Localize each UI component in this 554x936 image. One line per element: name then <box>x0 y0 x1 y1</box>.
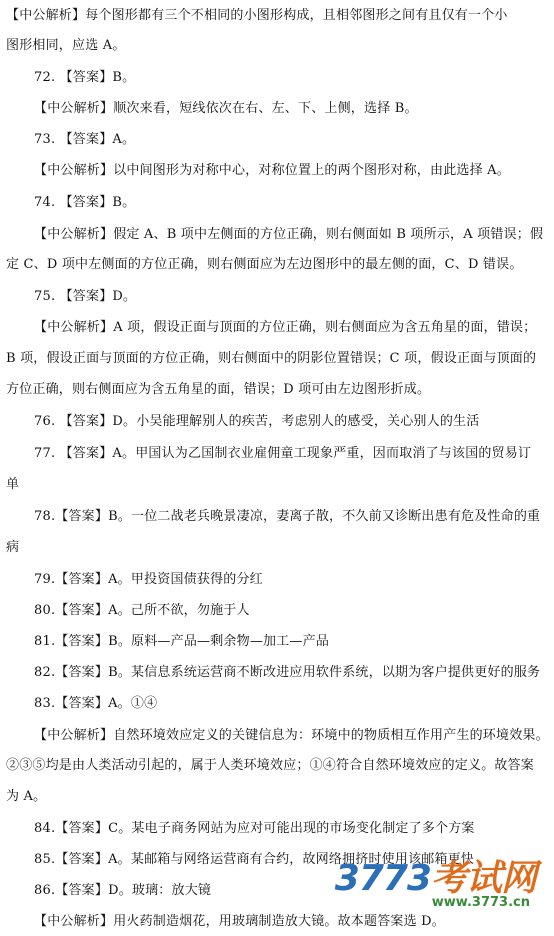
explanation-line: 【中公解析】顺次来看，短线依次在右、左、下、上侧，选择 B。 <box>34 101 418 116</box>
answer-line: 75. 【答案】D。 <box>34 289 137 304</box>
explanation-line: 【中公解析】假定 A、B 项中左侧面的方位正确，则右侧面如 B 项所示，A 项错误；假 <box>34 227 544 242</box>
watermark-text: 考试网 <box>430 858 536 899</box>
text-line: 单 <box>6 477 20 492</box>
text-line: 病 <box>6 540 20 555</box>
explanation-line: 【中公解析】A 项，假设正面与顶面的方位正确，则右侧面应为含五角星的面，错误； <box>34 320 537 335</box>
answer-line: 84.【答案】C。某电子商务网站为应对可能出现的市场变化制定了多个方案 <box>34 821 475 836</box>
explanation-line: 【中公解析】用火药制造烟花，用玻璃制造放大镜。故本题答案选 D。 <box>34 914 445 929</box>
answer-line: 72. 【答案】B。 <box>34 70 136 85</box>
answer-line: 80.【答案】A。己所不欲，勿施于人 <box>34 603 250 618</box>
watermark-brand <box>335 860 536 898</box>
explanation-line: 定 C、D 项中左侧面的方位正确，则右侧面应为左边图形中的最左侧的面，C、D 错误。 <box>6 257 523 272</box>
answer-line: 86.【答案】D。玻璃：放大镜 <box>34 883 212 898</box>
site-watermark-logo <box>335 860 536 910</box>
answer-line: 73. 【答案】A。 <box>34 132 136 147</box>
explanation-line: 【中公解析】自然环境效应定义的关键信息为：环境中的物质相互作用产生的环境效果。 <box>34 728 549 743</box>
answer-line: 74. 【答案】B。 <box>34 195 136 210</box>
explanation-line: ②③⑤均是由人类活动引起的，属于人类环境效应；①④符合自然环境效应的定义。故答案 <box>6 758 535 773</box>
answer-line: 83.【答案】A。①④ <box>34 696 158 711</box>
watermark-url: www.3773.cn <box>431 895 530 910</box>
answer-line: 76. 【答案】D。小吴能理解别人的疾苦，考虑别人的感受，关心别人的生活 <box>34 414 480 429</box>
answer-line: 79.【答案】A。甲投资国债获得的分红 <box>34 572 263 587</box>
answer-line: 81.【答案】B。原料—产品—剩余物—加工—产品 <box>34 634 330 649</box>
text-line: 【中公解析】每个图形都有三个不相同的小图形构成，且相邻图形之间有且仅有一个小 <box>6 8 508 23</box>
answer-line: 85.【答案】A。某邮箱与网络运营商有合约，故网络拥挤时使用该邮箱更快 <box>34 852 475 867</box>
watermark-number: 3773 <box>334 858 431 899</box>
text-line: 图形相同，应选 A。 <box>6 38 126 53</box>
answer-line: 77. 【答案】A。甲国认为乙国制衣业雇佣童工现象严重，因而取消了与该国的贸易订 <box>34 446 532 461</box>
explanation-line: 方位正确，则右侧面应为含五角星的面，错误；D 项可由左边图形折成。 <box>6 382 431 397</box>
answer-line: 82.【答案】B。某信息系统运营商不断改进应用软件系统，以期为客户提供更好的服务 <box>34 665 541 680</box>
answer-line: 78.【答案】B。一位二战老兵晚景凄凉，妻离子散，不久前又诊断出患有危及性命的重 <box>34 509 541 524</box>
text-line: 为 A。 <box>6 789 47 804</box>
explanation-line: 【中公解析】以中间图形为对称中心，对称位置上的两个图形对称，由此选择 A。 <box>34 163 510 178</box>
explanation-line: B 项，假设正面与顶面的方位正确，则右侧面中的阴影位置错误；C 项，假设正面与顶面的 <box>6 351 537 366</box>
